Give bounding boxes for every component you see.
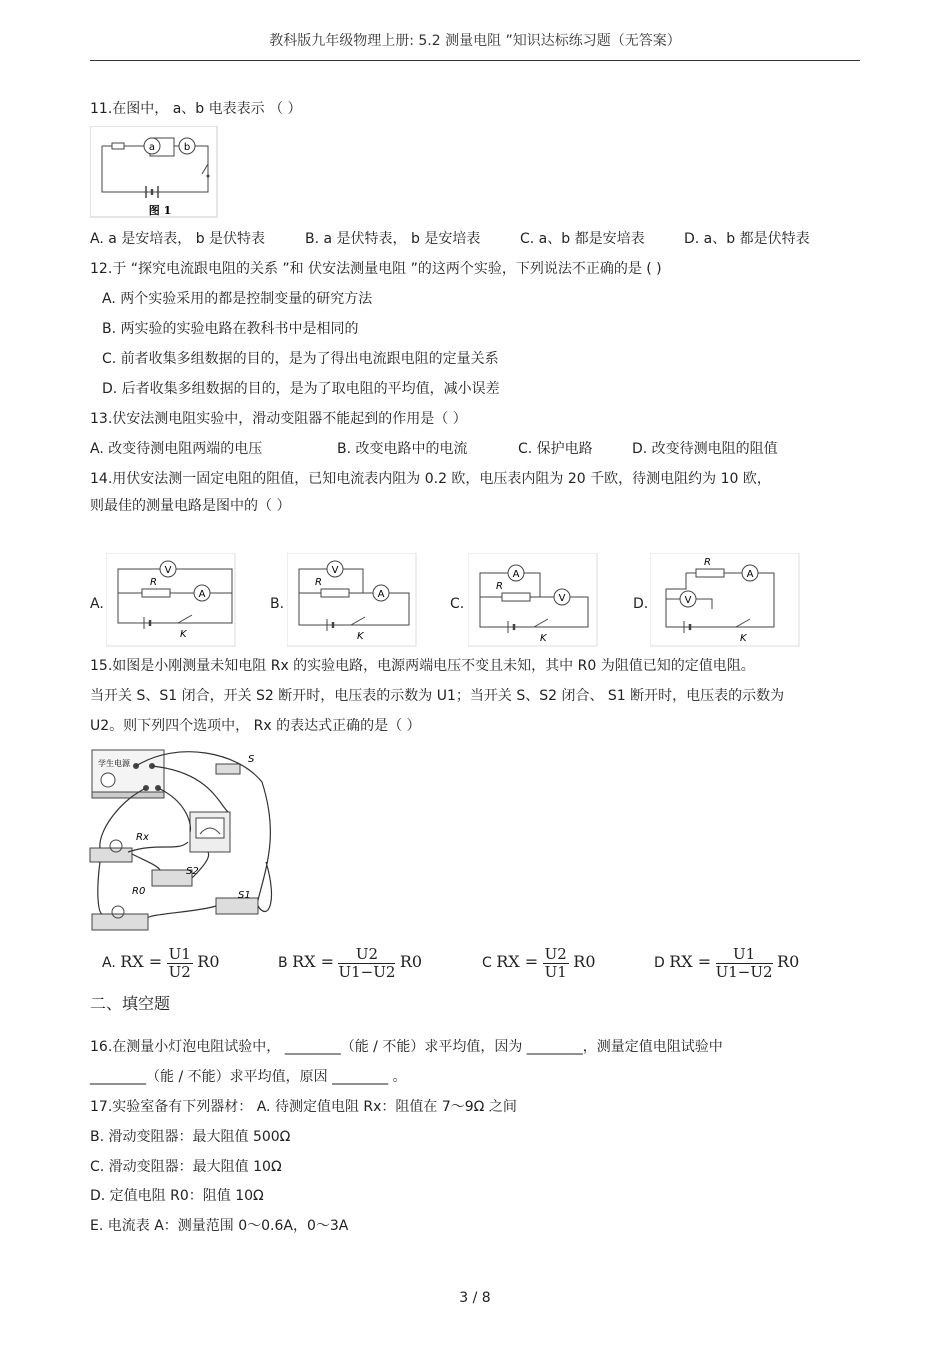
svg-text:K: K xyxy=(357,631,364,642)
q13-option-c: C. 保护电路 xyxy=(518,441,593,457)
q17-item-b: B. 滑动变阻器：最大阻值 500Ω xyxy=(90,1129,291,1145)
q17-stem: 17.实验室备有下列器材： A. 待测定值电阻 Rx：阻值在 7～9Ω 之间 xyxy=(90,1099,517,1115)
page-number: 3 / 8 xyxy=(459,1290,491,1306)
q17-item-c: C. 滑动变阻器：最大阻值 10Ω xyxy=(90,1159,282,1175)
q12-option-a: A. 两个实验采用的都是控制变量的研究方法 xyxy=(102,291,373,307)
q13-stem: 13.伏安法测电阻实验中，滑动变阻器不能起到的作用是（ ） xyxy=(90,411,467,427)
q15-line3: U2。则下列四个选项中， Rx 的表达式正确的是（ ） xyxy=(90,718,421,734)
page-header: 教科版九年级物理上册: 5.2 测量电阻 ”知识达标练习题（无答案） xyxy=(269,33,681,49)
svg-text:K: K xyxy=(740,633,747,644)
power-supply-label: 学生电源 xyxy=(98,759,130,768)
q12-option-b: B. 两实验的实验电路在教科书中是相同的 xyxy=(102,321,359,337)
q16-line1: 16.在测量小灯泡电阻试验中， ________（能 / 不能）求平均值，因为 ________，测量定值电阻试验中 xyxy=(90,1039,723,1055)
svg-text:R: R xyxy=(315,577,322,588)
svg-text:R: R xyxy=(150,577,157,588)
q17-item-e: E. 电流表 A：测量范围 0～0.6A，0～3A xyxy=(90,1218,349,1234)
q14-circuit-c xyxy=(468,553,598,647)
svg-text:Rx: Rx xyxy=(136,832,149,843)
svg-text:K: K xyxy=(180,629,187,640)
q14-line1: 14.用伏安法测一固定电阻的阻值，已知电流表内阻为 0.2 欧，电压表内阻为 20 千欧，待测电阻约为 10 欧， xyxy=(90,471,771,487)
q14-circuit-a xyxy=(106,553,236,647)
svg-text:V: V xyxy=(164,565,172,576)
q11-fig-caption: 图 1 xyxy=(148,204,172,217)
q15-option-a: A. RX = $\frac{U1}{U2}$ R0 xyxy=(102,944,220,981)
svg-text:S: S xyxy=(248,754,255,765)
svg-text:R0: R0 xyxy=(132,886,146,897)
q15-option-d: D RX = $\frac{U1}{U1-U2}$ R0 xyxy=(654,944,800,981)
meter-b-label: b xyxy=(183,142,191,153)
q11-stem: 11.在图中， a、b 电表表示 （ ） xyxy=(90,101,302,117)
q11-option-d: D. a、b 都是伏特表 xyxy=(684,231,810,247)
header-rule xyxy=(90,60,860,61)
q13-option-a: A. 改变待测电阻两端的电压 xyxy=(90,441,263,457)
meter-a-label: a xyxy=(148,142,156,153)
svg-text:R: R xyxy=(704,557,711,568)
svg-text:K: K xyxy=(540,633,547,644)
q15-line1: 15.如图是小刚测量未知电阻 Rx 的实验电路，电源两端电压不变且未知，其中 R0 为阻值已知的定值电阻。 xyxy=(90,658,755,674)
q11-option-b: B. a 是伏特表， b 是安培表 xyxy=(305,231,481,247)
q15-line2: 当开关 S、S1 闭合，开关 S2 断开时，电压表的示数为 U1；当开关 S、S2 闭合、 S1 断开时，电压表的示数为 xyxy=(90,688,785,704)
svg-text:A: A xyxy=(746,569,754,580)
q11-option-a: A. a 是安培表， b 是伏特表 xyxy=(90,231,266,247)
svg-text:V: V xyxy=(558,593,566,604)
svg-text:A: A xyxy=(377,589,385,600)
q15-experiment-photo xyxy=(88,742,278,937)
svg-text:R: R xyxy=(496,581,503,592)
q14-label-b: B. xyxy=(270,596,285,612)
svg-text:A: A xyxy=(512,569,520,580)
q12-option-d: D. 后者收集多组数据的目的，是为了取电阻的平均值，减小误差 xyxy=(102,381,500,397)
q15-option-c: C RX = $\frac{U2}{U1}$ R0 xyxy=(482,944,596,981)
q11-figure xyxy=(90,126,218,218)
q16-line2: ________（能 / 不能）求平均值，原因 ________ 。 xyxy=(90,1069,407,1085)
svg-text:A: A xyxy=(198,589,206,600)
q13-option-b: B. 改变电路中的电流 xyxy=(337,441,468,457)
q14-label-c: C. xyxy=(450,596,465,612)
q15-option-b: B RX = $\frac{U2}{U1-U2}$ R0 xyxy=(278,944,423,981)
svg-text:S1: S1 xyxy=(238,890,251,901)
q12-stem: 12.于 “探究电流跟电阻的关系 ”和 伏安法测量电阻 ”的这两个实验，下列说法不正确的是 ( ) xyxy=(90,261,662,277)
section-fill-in-title: 二、填空题 xyxy=(90,994,171,1013)
svg-text:V: V xyxy=(684,595,692,606)
svg-text:S2: S2 xyxy=(186,866,199,877)
q14-circuit-b xyxy=(287,553,417,647)
q11-option-c: C. a、b 都是安培表 xyxy=(520,231,645,247)
q12-option-c: C. 前者收集多组数据的目的，是为了得出电流跟电阻的定量关系 xyxy=(102,351,499,367)
q14-label-a: A. xyxy=(90,596,104,612)
svg-text:V: V xyxy=(331,565,339,576)
q13-option-d: D. 改变待测电阻的阻值 xyxy=(632,441,778,457)
q14-line2: 则最佳的测量电路是图中的（ ） xyxy=(90,498,291,514)
q14-circuit-d xyxy=(650,553,800,647)
q14-label-d: D. xyxy=(633,596,649,612)
q17-item-d: D. 定值电阻 R0：阻值 10Ω xyxy=(90,1188,264,1204)
